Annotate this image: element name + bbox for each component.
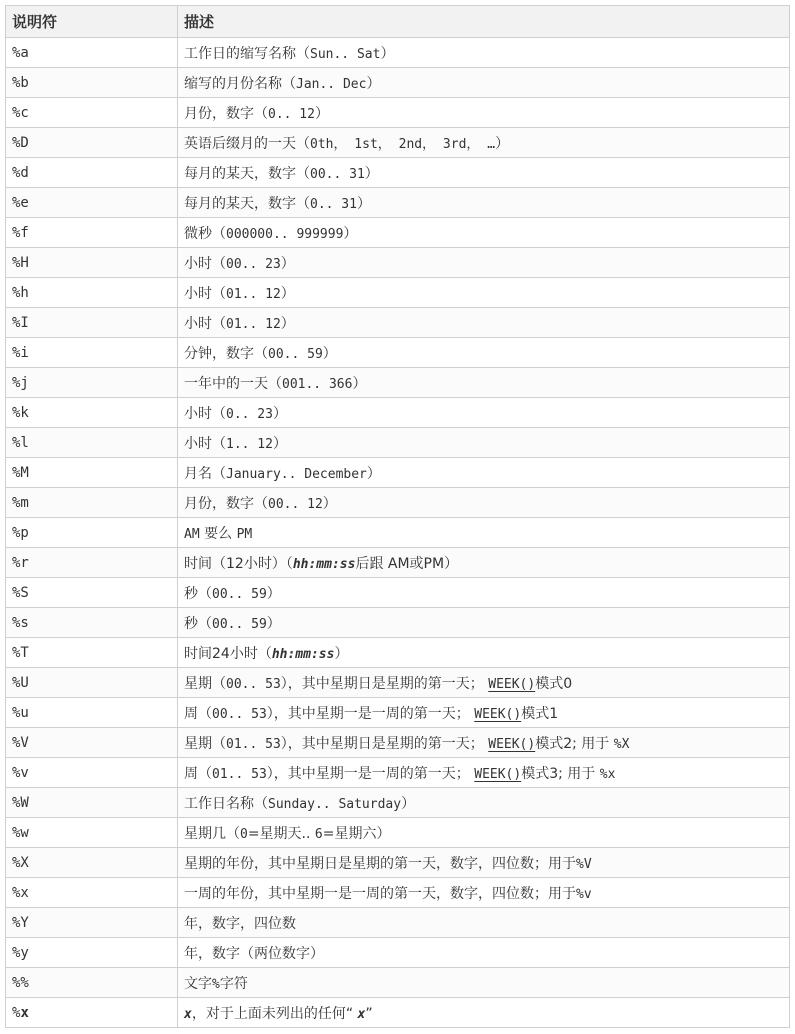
description-text: 小时（ [184,255,226,272]
specifier-cell: %r [6,548,178,578]
description-text: 分钟，数字（ [184,345,268,362]
code-literal: Sun.. Sat [310,46,381,62]
description-text: 星期几（ [184,825,240,842]
specifier-cell: %V [6,728,178,758]
description-cell [178,128,790,158]
table-row [6,188,790,218]
description-text: 一年中的一天（ [184,375,282,392]
description-text: 模式1 [521,705,559,722]
description-text: ），其中星期日是星期的第一天； [280,735,489,752]
description-cell [178,308,790,338]
code-literal: 0.. 12 [268,106,315,122]
specifier-text-bold: x [20,1004,29,1021]
header-description: 描述 [178,6,790,38]
description-text: 星期（ [184,675,226,692]
code-literal: 00.. 59 [212,616,267,632]
table-row [6,668,790,698]
description-text: 秒（ [184,585,212,602]
specifier-cell: %H [6,248,178,278]
table-row [6,338,790,368]
table-row [6,128,790,158]
description-cell [178,338,790,368]
table-row [6,938,790,968]
table-row [6,698,790,728]
description-cell [178,818,790,848]
table-row [6,458,790,488]
description-text: ） [401,795,416,812]
description-cell [178,638,790,668]
code-literal: %v [576,886,592,902]
description-cell [178,428,790,458]
description-text: ） [343,225,358,242]
table-row [6,878,790,908]
description-text: 时间24小时（ [184,645,272,662]
specifier-cell: %M [6,458,178,488]
function-link: WEEK() [474,766,522,782]
description-text: ），其中星期日是星期的第一天； [280,675,489,692]
description-text: 小时（ [184,435,226,452]
format-specifier-table [5,5,790,1028]
table-row [6,428,790,458]
table-row [6,548,790,578]
description-cell [178,758,790,788]
code-literal: %X [613,736,630,752]
description-cell [178,98,790,128]
specifier-cell: %m [6,488,178,518]
specifier-cell [6,998,178,1028]
description-cell [178,488,790,518]
table-row [6,818,790,848]
table-row [6,248,790,278]
description-text: 模式3; 用于 [521,765,600,782]
code-literal: 00.. 23 [226,256,281,272]
description-text: =星期天.. [247,825,315,842]
specifier-cell: %w [6,818,178,848]
table-row [6,518,790,548]
table-row [6,998,790,1028]
description-cell [178,788,790,818]
description-cell [178,218,790,248]
description-text: ），其中星期一是一周的第一天； [266,765,475,782]
description-text: 缩写的月份名称（ [184,75,296,92]
description-text: 每月的某天，数字（ [184,165,310,182]
specifier-cell: %% [6,968,178,998]
specifier-cell: %c [6,98,178,128]
description-text: ） [495,135,510,152]
description-text: ） [280,255,295,272]
specifier-cell: %T [6,638,178,668]
placeholder-text: x [184,1006,192,1022]
specifier-cell: %l [6,428,178,458]
code-literal: 01.. 53 [212,766,267,782]
code-literal: 00.. 12 [268,496,323,512]
description-cell [178,848,790,878]
code-literal: 00.. 53 [226,676,281,692]
table-row [6,608,790,638]
description-text: 月份，数字（ [184,495,268,512]
description-cell [178,728,790,758]
description-text: 周（ [184,705,212,722]
table-row [6,638,790,668]
code-literal: 001.. 366 [282,376,353,392]
description-text: ） [314,105,329,122]
specifier-cell: %i [6,338,178,368]
description-text: 要么 [199,525,237,542]
table-row [6,848,790,878]
specifier-cell: %e [6,188,178,218]
description-cell [178,908,790,938]
description-cell [178,878,790,908]
code-literal: %x [599,766,616,782]
description-text: =星期六） [322,825,391,842]
description-text: ） [322,495,337,512]
specifier-cell: %d [6,158,178,188]
description-text: ） [380,45,395,62]
description-cell [178,578,790,608]
table-row [6,908,790,938]
specifier-cell: %W [6,788,178,818]
table-row [6,38,790,68]
code-literal: 1.. 12 [226,436,273,452]
specifier-cell: %x [6,878,178,908]
description-cell [178,668,790,698]
description-text: 周（ [184,765,212,782]
description-text: 工作日的缩写名称（ [184,45,310,62]
specifier-cell: %S [6,578,178,608]
function-link: WEEK() [488,676,536,692]
description-text: 小时（ [184,315,226,332]
code-literal: 6 [314,826,323,842]
description-text: ） [266,615,281,632]
description-text: 文字 [184,975,212,992]
description-text: 秒（ [184,615,212,632]
description-text: ） [334,645,349,662]
code-literal: 000000.. 999999 [226,226,344,242]
code-literal: %V [576,856,592,872]
description-cell [178,938,790,968]
code-literal: 01.. 53 [226,736,281,752]
description-text: ） [280,285,295,302]
code-literal: 0 [240,826,248,842]
description-text: ） [266,585,281,602]
code-literal: Sunday.. Saturday [268,796,402,812]
description-text: 每月的某天，数字（ [184,195,310,212]
description-text: 后跟 AM或PM） [355,555,459,572]
function-link: WEEK() [488,736,536,752]
table-row [6,158,790,188]
description-text: 星期（ [184,735,226,752]
description-text: ），其中星期一是一周的第一天； [266,705,475,722]
description-text: 工作日名称（ [184,795,268,812]
description-cell [178,398,790,428]
description-text: ） [322,345,337,362]
description-text: ） [352,375,367,392]
table-row [6,278,790,308]
specifier-cell: %h [6,278,178,308]
table-header-row [6,6,790,38]
code-literal: 00.. 31 [310,166,365,182]
description-text: 小时（ [184,285,226,302]
function-link: WEEK() [474,706,522,722]
specifier-text: % [12,1004,21,1021]
description-text: ） [272,435,287,452]
description-text: ） [280,315,295,332]
specifier-cell: %v [6,758,178,788]
description-text: 年，数字（两位数字） [184,945,324,962]
placeholder-text: hh:mm:ss [271,646,335,662]
table-row [6,368,790,398]
description-text: 微秒（ [184,225,226,242]
specifier-cell: %y [6,938,178,968]
specifier-cell: %j [6,368,178,398]
table-row [6,218,790,248]
code-literal: % [212,976,220,992]
description-text: 月名（ [184,465,226,482]
description-cell [178,458,790,488]
description-text: 英语后缀月的一天（ [184,135,310,152]
description-text: 模式2; 用于 [535,735,614,752]
header-specifier: 说明符 [6,6,178,38]
code-literal: PM [236,526,253,542]
specifier-cell: %U [6,668,178,698]
specifier-cell: %a [6,38,178,68]
description-text: ） [364,165,379,182]
table-row [6,758,790,788]
code-literal: Jan.. Dec [296,76,367,92]
placeholder-text: hh:mm:ss [292,556,356,572]
table-body [6,38,790,1028]
description-cell [178,968,790,998]
description-text: 模式0 [535,675,573,692]
specifier-cell: %p [6,518,178,548]
description-cell [178,998,790,1028]
description-cell [178,68,790,98]
code-literal: 0.. 23 [226,406,273,422]
code-literal: 00.. 59 [212,586,267,602]
table-row [6,968,790,998]
description-text: ） [366,75,381,92]
description-cell [178,518,790,548]
description-text: ” [365,1005,373,1022]
code-literal: 00.. 53 [212,706,267,722]
specifier-cell: %s [6,608,178,638]
description-cell [178,38,790,68]
description-cell [178,158,790,188]
description-text: 小时（ [184,405,226,422]
specifier-cell: %u [6,698,178,728]
table-row [6,728,790,758]
description-text: 时间（12小时）（ [184,555,293,572]
specifier-cell: %D [6,128,178,158]
code-literal: January.. December [226,466,367,482]
table-row [6,308,790,338]
description-text: ，对于上面未列出的任何“ [191,1005,358,1022]
description-text: ） [366,465,381,482]
description-text: 一周的年份，其中星期一是一周的第一天，数字，四位数；用于 [184,885,576,902]
description-cell [178,608,790,638]
code-literal: 01.. 12 [226,286,281,302]
table-row [6,788,790,818]
description-cell [178,548,790,578]
description-text: ） [356,195,371,212]
specifier-cell: %I [6,308,178,338]
description-cell [178,188,790,218]
code-literal: 0th， 1st， 2nd， 3rd， … [310,136,496,152]
table-row [6,488,790,518]
description-text: 月份，数字（ [184,105,268,122]
code-literal: AM [184,526,200,542]
description-text: 字符 [219,975,248,992]
code-literal: 0.. 31 [310,196,357,212]
specifier-cell: %Y [6,908,178,938]
description-text: 星期的年份，其中星期日是星期的第一天，数字，四位数；用于 [184,855,576,872]
description-cell [178,698,790,728]
table-row [6,98,790,128]
description-cell [178,368,790,398]
table-row [6,398,790,428]
placeholder-text: x [357,1006,366,1022]
description-cell [178,248,790,278]
code-literal: 00.. 59 [268,346,323,362]
code-literal: 01.. 12 [226,316,281,332]
specifier-cell: %f [6,218,178,248]
description-text: ） [272,405,287,422]
specifier-cell: %X [6,848,178,878]
table-row [6,578,790,608]
specifier-cell: %k [6,398,178,428]
description-cell [178,278,790,308]
specifier-cell: %b [6,68,178,98]
description-text: 年，数字，四位数 [184,915,296,932]
table-row [6,68,790,98]
